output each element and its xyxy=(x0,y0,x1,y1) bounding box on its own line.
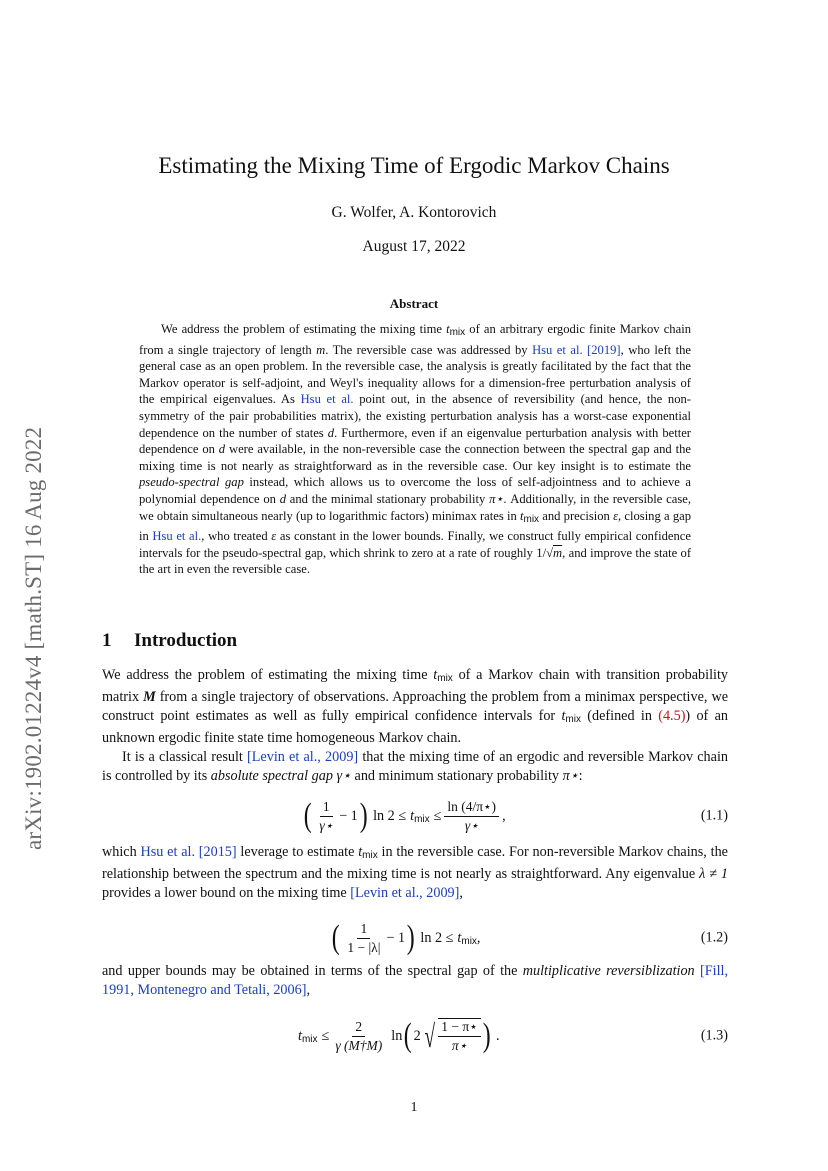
intro-paragraph-3: and upper bounds may be obtained in terms of the spectral gap of the multiplicative reversiblization [Fill, 1991, Montenegro and Tetali, 2006], xyxy=(102,963,729,998)
section-heading: 1 Introduction xyxy=(102,630,238,651)
abstract-body: We address the problem of estimating the mixing time $t_{mix}$ of an arbitrary ergodic finite Markov chain from a single trajectory of length m. The reversible case was addressed by Hsu et al. [2019], who left the general case as an open problem. In the reversible case, the analysis is greatly facilitated by the fact that the Markov operator is self-adjoint, and Weyl's inequality allows for a dimension-free perturbation analysis of the empirical eigenvalues. As Hsu et al. point out, in the absence of reversibility (and hence, the non-symmetry of the pair probabilities matrix), the existing perturbation analysis has a worst-case exponential dependence on the number of states d. Furthermore, even if an eigenvalue perturbation analysis with better dependence on d were available, in the non-reversible case the connection between the spectral gap and the mixing time is not nearly as straightforward as in the reversible case. Our key insight is to estimate the pseudo-spectral gap instead, which allows us to overcome the loss of self-adjointness and to achieve a polynomial dependence on d and the minimal stationary probability π⋆. Additionally, in the reversible case, we obtain simultaneous nearly (up to logarithmic factors) minimax rates in $t_{mix}$ and precision ε, closing a gap in Hsu et al., who treated ε as constant in the lower bounds. Finally, we construct fully empirical confidence intervals for the pseudo-spectral gap, which shrink to zero at a rate of roughly 1/√m, and improve the state of the art in even the reversible case. xyxy=(139,322,692,577)
citation-link[interactable]: Hsu et al. [2019] xyxy=(532,342,621,357)
citation-link[interactable]: Hsu et al. [2015] xyxy=(140,844,237,860)
equation-number: (1.1) xyxy=(700,807,728,824)
intro-paragraph-1: We address the problem of estimating the mixing time $t_{mix}$ of a Markov chain with transition probability matrix M from a single trajectory of observations. Approaching the problem from a minimax perspective, we construct point estimates as well as fully empirical confidence intervals for $t_{mix}$ (defined in (4.5)) of an unknown ergodic finite state time homogeneous Markov chain. It is a classical result [Levin et al., 2009] that the mixing time of an ergodic and reversible Markov chain is controlled by its absolute spectral gap γ⋆ and minimum stationary probability π⋆: xyxy=(102,667,729,784)
abstract-heading: Abstract xyxy=(389,296,439,311)
equation-number: (1.2) xyxy=(700,929,728,946)
equation-1-2: ( $\frac{1}{1 - |\lambda|}$ − 1 ) ln 2 ≤ $t_{mix}$ , (1.2) xyxy=(331,919,728,956)
citation-link[interactable]: [Levin et al., 2009] xyxy=(247,749,359,765)
citation-link[interactable]: Hsu et al. xyxy=(152,529,202,544)
arxiv-stamp: arXiv:1902.01224v4 [math.ST] 16 Aug 2022 xyxy=(21,426,46,850)
equation-ref-link[interactable]: (4.5) xyxy=(658,708,686,724)
citation-link[interactable]: Hsu et al. xyxy=(300,392,354,407)
equation-1-1: ( $\frac{1}{\gamma⋆}$ − 1 ) ln 2 ≤ $t_{mix}$ ≤ $\frac{\ln (4/\pi⋆)}{\gamma⋆}$ , (1.1) xyxy=(303,797,728,834)
date: August 17, 2022 xyxy=(362,238,466,255)
citation-link[interactable]: [Fill, 1991, Montenegro and Tetali, 2006] xyxy=(102,963,729,998)
equation-1-3: $t_{mix}$ ≤ $\frac{2}{\gamma (M\dagger M)}$ ln ( 2 √ $\frac{1 - \pi⋆}{\pi⋆}$ ) . (1.3) xyxy=(298,1017,728,1054)
citation-link[interactable]: [Levin et al., 2009] xyxy=(350,885,460,901)
paper-title: Estimating the Mixing Time of Ergodic Markov Chains xyxy=(158,153,670,178)
equation-number: (1.3) xyxy=(700,1027,728,1044)
authors: G. Wolfer, A. Kontorovich xyxy=(331,204,497,221)
intro-paragraph-2: which Hsu et al. [2015] leverage to estimate $t_{mix}$ in the reversible case. For non-reversible Markov chains, the relationship between the spectrum and the mixing time is not nearly as straightforward. Any eigenvalue λ ≠ 1 provides a lower bound on the mixing time [Levin et al., 2009], xyxy=(102,844,729,901)
page-number: 1 xyxy=(410,1100,418,1115)
